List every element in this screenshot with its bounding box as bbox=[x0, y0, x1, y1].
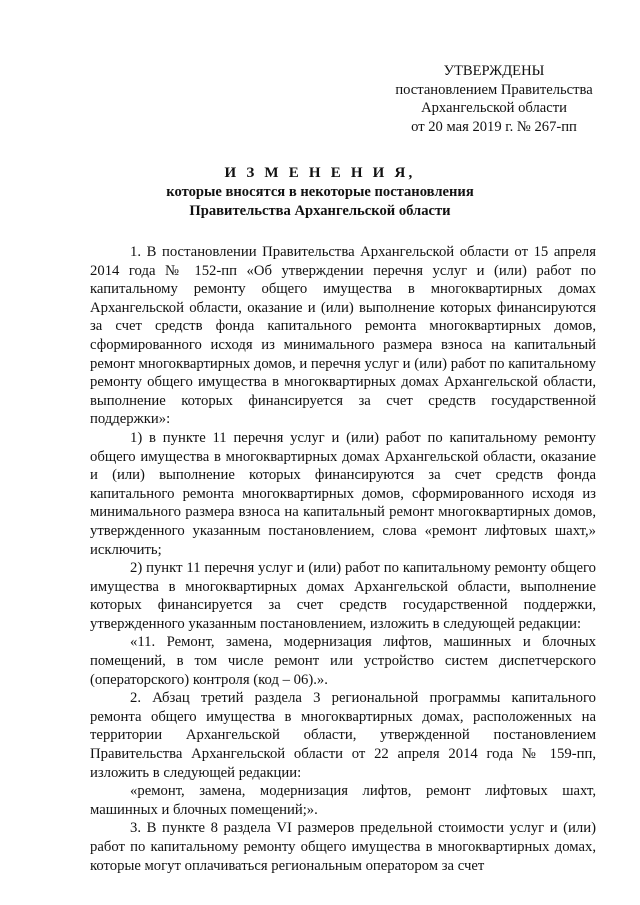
approval-authority: постановлением Правительства bbox=[395, 81, 593, 98]
paragraph-2-quote: «ремонт, замена, модернизация лифтов, ремонт лифтовых шахт, машинных и блочных помещений;». bbox=[90, 783, 596, 818]
approval-stamp bbox=[372, 62, 616, 136]
paragraph-1: 1. В постановлении Правительства Архангельской области от 15 апреля 2014 года № 152-пп «Об утверждении перечня услуг и (или) работ по капитальному ремонту общего имущества в многоквартирных домах Архангельской области, оказание и (или) выполнение которых финансируются за счет средств фонда капитального ремонта многоквартирных домов, сформированного исходя из минимального размера взноса на капитальный ремонт многоквартирных домов, и перечня услуг и (или) работ по капитальному ремонту общего имущества в многоквартирных домах Архангельской области, выполнение которых финансируется за счет средств государственной поддержки»: bbox=[90, 244, 596, 428]
approval-date-number: от 20 мая 2019 г. № 267-пп bbox=[411, 118, 577, 135]
document-subtitle-line2: Правительства Архангельской области bbox=[189, 202, 451, 219]
document-heading bbox=[90, 164, 550, 220]
paragraph-1-item-2: 2) пункт 11 перечня услуг и (или) работ по капитальному ремонту общего имущества в многоквартирных домах Архангельской области, выполнение которых финансируется за счет средств государственной поддержки, утвержденного указанным постановлением, изложить в следующей редакции: bbox=[90, 560, 596, 632]
approval-title: УТВЕРЖДЕНЫ bbox=[443, 63, 545, 79]
document-body bbox=[90, 243, 596, 875]
document-title: И З М Е Н Е Н И Я, bbox=[224, 165, 416, 181]
approval-region: Архангельской области bbox=[421, 100, 567, 117]
paragraph-1-item-2-quote: «11. Ремонт, замена, модернизация лифтов, машинных и блочных помещений, в том числе ремонт или устройство систем диспетчерского (операторского) контроля (код – 06).». bbox=[90, 634, 596, 688]
document-subtitle-line1: которые вносятся в некоторые постановления bbox=[166, 183, 474, 200]
paragraph-1-item-1: 1) в пункте 11 перечня услуг и (или) работ по капитальному ремонту общего имущества в многоквартирных домах Архангельской области, оказание и (или) выполнение которых финансируются за счет средств фонда капитального ремонта многоквартирных домов, сформированного исходя из минимального размера взноса на капитальный ремонт многоквартирных домов, утвержденного указанным постановлением, слова «ремонт лифтовых шахт,» исключить; bbox=[90, 429, 596, 558]
paragraph-2: 2. Абзац третий раздела 3 региональной программы капитального ремонта общего имущества в многоквартирных домах, расположенных на территории Архангельской области, утвержденной постановлением Правительства Архангельской области от 22 апреля 2014 года № 159-пп, изложить в следующей редакции: bbox=[90, 690, 596, 781]
paragraph-3: 3. В пункте 8 раздела VI размеров предельной стоимости услуг и (или) работ по капитальному ремонту общего имущества в многоквартирных домах, которые могут оплачиваться региональным оператором за счет bbox=[90, 820, 596, 874]
